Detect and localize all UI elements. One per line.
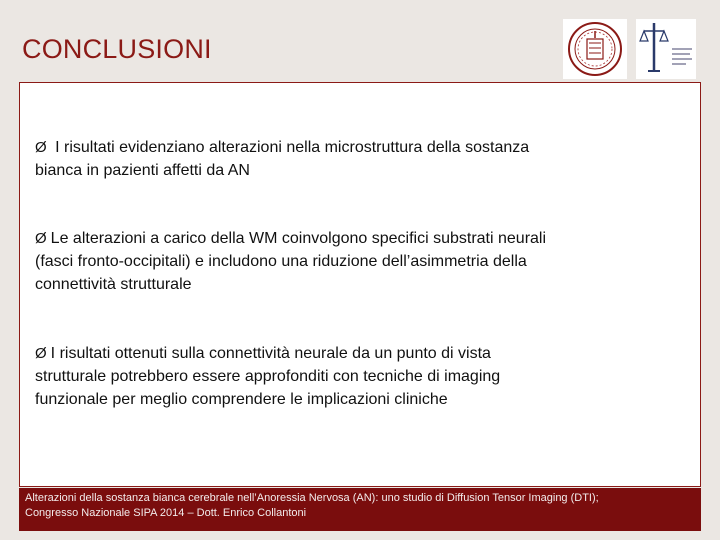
content-box [19,82,701,487]
bullet-text-line: strutturale potrebbero essere approfonditi con tecniche di imaging [35,368,501,385]
bullet-text-line: funzionale per meglio comprendere le implicazioni cliniche [35,391,448,408]
arrow-bullet-icon: Ø [35,230,47,247]
footer-line: Congresso Nazionale SIPA 2014 – Dott. Enrico Collantoni [25,507,307,519]
footer-line: Alterazioni della sostanza bianca cerebrale nell’Anoressia Nervosa (AN): uno studio di Diffusion Tensor Imaging (DTI); [25,492,599,504]
bullet-text-line: connettività strutturale [35,276,192,293]
arrow-bullet-icon: Ø [35,139,47,156]
bullet-item-2 [35,227,675,296]
bullet-text-line: I risultati evidenziano alterazioni nella microstruttura della sostanza [50,139,530,156]
footer-citation [19,488,701,531]
slide-title: CONCLUSIONI [22,34,212,64]
bullet-item-3 [35,342,675,411]
arrow-bullet-icon: Ø [35,345,47,362]
university-seal-icon [563,19,627,79]
bullet-item-1 [35,136,675,182]
bullet-text-line: I risultati ottenuti sulla connettività neurale da un punto di vista [50,345,491,362]
justice-scales-logo-icon [636,19,696,79]
bullet-text-line: Le alterazioni a carico della WM coinvolgono specifici substrati neurali [50,230,547,247]
bullet-text-line: bianca in pazienti affetti da AN [35,162,250,179]
bullet-text-line: (fasci fronto-occipitali) e includono una riduzione dell’asimmetria della [35,253,527,270]
